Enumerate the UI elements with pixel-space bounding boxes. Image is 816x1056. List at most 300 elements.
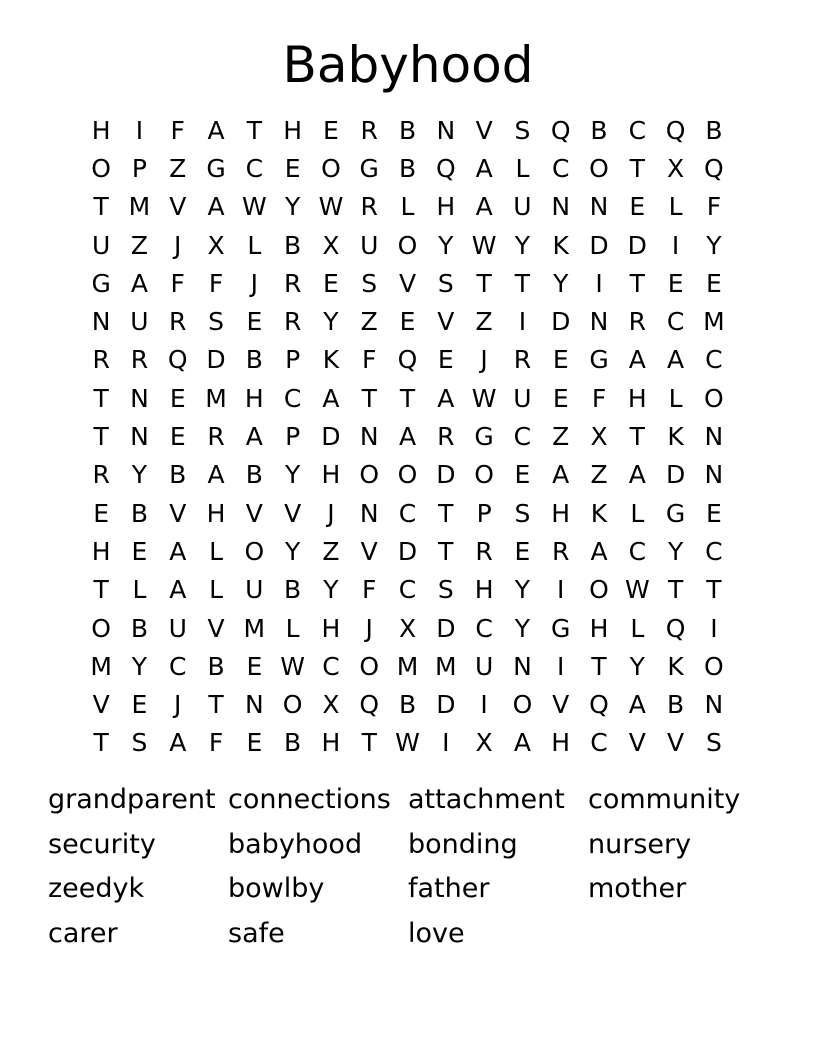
grid-letter: S: [208, 307, 224, 337]
word-list-item: grandparent: [48, 784, 216, 815]
grid-letter: T: [438, 536, 454, 566]
grid-letter: E: [246, 728, 263, 758]
grid-letter: X: [322, 230, 340, 260]
grid-letter: C: [666, 307, 685, 337]
grid-letter: O: [91, 153, 111, 183]
grid-letter: V: [628, 728, 646, 758]
grid-letter: L: [400, 192, 415, 222]
grid-letter: F: [362, 575, 377, 605]
grid-letter: E: [437, 345, 454, 375]
grid-letter: I: [595, 268, 603, 298]
page-title: Babyhood: [282, 36, 534, 94]
grid-letter: F: [362, 345, 377, 375]
grid-letter: Y: [629, 651, 645, 681]
grid-letter: Y: [514, 575, 531, 605]
grid-letter: H: [91, 536, 111, 566]
grid-letter: V: [552, 690, 570, 720]
grid-letter: G: [551, 613, 571, 643]
grid-letter: D: [321, 422, 341, 452]
grid-letter: T: [629, 268, 645, 298]
grid-letter: N: [436, 115, 456, 145]
grid-letter: T: [399, 383, 416, 413]
grid-letter: H: [244, 383, 264, 413]
grid-letter: S: [514, 115, 531, 145]
grid-letter: E: [706, 498, 722, 528]
grid-letter: L: [668, 192, 683, 222]
grid-letter: G: [665, 498, 686, 528]
grid-letter: H: [436, 192, 456, 222]
grid-letter: Q: [435, 153, 456, 183]
grid-letter: L: [247, 230, 262, 260]
word-list-item: zeedyk: [48, 873, 145, 904]
grid-letter: Z: [130, 230, 149, 260]
grid-letter: O: [321, 153, 341, 183]
grid-letter: R: [207, 422, 225, 452]
grid-letter: E: [323, 115, 339, 145]
grid-letter: H: [474, 575, 494, 605]
grid-letter: L: [285, 613, 300, 643]
grid-letter: B: [705, 115, 723, 145]
grid-letter: T: [208, 690, 224, 720]
grid-letter: J: [327, 498, 335, 528]
grid-letter: Y: [131, 460, 148, 490]
grid-letter: V: [360, 536, 378, 566]
grid-letter: O: [397, 460, 418, 490]
grid-letter: M: [128, 192, 151, 222]
grid-letter: G: [589, 345, 609, 375]
grid-letter: R: [283, 307, 302, 337]
grid-letter: Y: [284, 536, 301, 566]
grid-letter: O: [359, 460, 380, 490]
grid-letter: N: [589, 192, 609, 222]
grid-letter: R: [552, 536, 570, 566]
grid-letter: T: [629, 422, 645, 452]
grid-letter: V: [245, 498, 263, 528]
word-list-item: attachment: [408, 784, 565, 815]
grid-letter: Y: [514, 613, 531, 643]
grid-letter: C: [628, 115, 647, 145]
grid-letter: C: [705, 536, 723, 566]
grid-letter: T: [629, 153, 645, 183]
grid-letter: T: [706, 575, 722, 605]
grid-letter: A: [667, 345, 685, 375]
grid-letter: E: [323, 268, 339, 298]
grid-letter: X: [322, 690, 340, 720]
word-list-item: father: [408, 873, 490, 904]
grid-letter: N: [551, 192, 571, 222]
grid-letter: O: [244, 536, 265, 566]
grid-letter: L: [209, 575, 223, 605]
grid-letter: E: [131, 690, 148, 720]
grid-letter: A: [207, 115, 225, 145]
grid-letter: O: [359, 651, 380, 681]
grid-letter: L: [132, 575, 147, 605]
grid-letter: L: [209, 536, 223, 566]
word-search-grid: [82, 111, 733, 762]
grid-letter: T: [514, 268, 531, 298]
grid-letter: E: [514, 460, 531, 490]
grid-letter: I: [135, 115, 144, 145]
grid-letter: T: [361, 728, 377, 758]
grid-letter: H: [551, 498, 571, 528]
grid-letter: H: [321, 728, 341, 758]
grid-letter: Q: [589, 690, 609, 720]
grid-letter: T: [93, 422, 109, 452]
grid-letter: V: [169, 498, 187, 528]
grid-letter: N: [130, 422, 149, 452]
grid-letter: Y: [131, 651, 148, 681]
grid-letter: I: [518, 307, 527, 337]
grid-letter: E: [169, 383, 186, 413]
grid-letter: O: [91, 613, 111, 643]
grid-letter: E: [706, 268, 722, 298]
grid-letter: Q: [704, 153, 724, 183]
grid-letter: A: [628, 690, 646, 720]
grid-letter: M: [90, 651, 112, 681]
grid-letter: E: [514, 536, 531, 566]
grid-letter: V: [169, 192, 187, 222]
grid-letter: U: [474, 651, 494, 681]
grid-letter: I: [671, 230, 680, 260]
grid-letter: M: [205, 383, 227, 413]
word-list-item: bowlby: [228, 873, 325, 904]
grid-letter: B: [398, 690, 417, 720]
grid-letter: T: [476, 268, 492, 298]
grid-letter: O: [282, 690, 303, 720]
grid-letter: X: [590, 422, 608, 452]
grid-letter: N: [704, 422, 724, 452]
grid-letter: Y: [323, 575, 339, 605]
word-list-item: love: [408, 917, 465, 949]
grid-letter: N: [589, 307, 609, 337]
grid-letter: A: [169, 575, 187, 605]
word-list-item: babyhood: [228, 828, 363, 860]
grid-letter: D: [627, 230, 647, 260]
grid-letter: A: [628, 460, 646, 490]
grid-letter: C: [169, 651, 187, 681]
grid-letter: Q: [665, 115, 686, 145]
grid-letter: R: [437, 422, 455, 452]
grid-letter: G: [91, 268, 111, 298]
grid-letter: R: [283, 268, 302, 298]
grid-letter: N: [130, 383, 149, 413]
grid-letter: P: [285, 422, 301, 452]
grid-letter: B: [245, 345, 263, 375]
grid-letter: B: [284, 728, 302, 758]
grid-letter: G: [206, 153, 226, 183]
grid-letter: S: [131, 728, 148, 758]
grid-letter: X: [475, 728, 493, 758]
grid-letter: F: [170, 268, 185, 298]
grid-letter: B: [667, 690, 685, 720]
grid-letter: O: [589, 153, 609, 183]
grid-letter: A: [552, 460, 570, 490]
grid-letter: R: [360, 115, 378, 145]
grid-letter: Y: [284, 192, 301, 222]
grid-letter: O: [589, 575, 609, 605]
grid-letter: B: [169, 460, 187, 490]
word-list-item: nursery: [588, 828, 692, 860]
grid-letter: Q: [665, 613, 686, 643]
grid-letter: A: [475, 153, 493, 183]
grid-letter: S: [705, 728, 722, 758]
grid-letter: L: [515, 153, 530, 183]
word-list-item: mother: [588, 873, 687, 904]
grid-letter: V: [284, 498, 302, 528]
grid-letter: E: [552, 383, 569, 413]
grid-letter: P: [476, 498, 492, 528]
grid-letter: V: [207, 613, 225, 643]
grid-letter: Y: [553, 268, 569, 298]
grid-letter: X: [207, 230, 225, 260]
grid-letter: B: [284, 230, 302, 260]
grid-letter: Y: [667, 536, 684, 566]
word-list-item: connections: [228, 784, 391, 815]
grid-letter: Y: [514, 230, 531, 260]
grid-letter: H: [551, 728, 571, 758]
grid-letter: A: [398, 422, 417, 452]
grid-letter: V: [667, 728, 685, 758]
grid-letter: F: [706, 192, 722, 222]
grid-letter: N: [244, 690, 264, 720]
grid-letter: V: [92, 690, 110, 720]
grid-letter: O: [474, 460, 494, 490]
word-list-item: safe: [228, 917, 285, 949]
grid-letter: U: [360, 230, 379, 260]
word-list-item: bonding: [408, 828, 518, 860]
grid-letter: C: [705, 345, 723, 375]
grid-letter: C: [322, 651, 340, 681]
grid-letter: P: [285, 345, 301, 375]
word-list: [48, 778, 768, 956]
grid-letter: H: [283, 115, 303, 145]
grid-letter: C: [245, 153, 264, 183]
grid-letter: E: [667, 268, 684, 298]
grid-letter: S: [361, 268, 378, 298]
grid-letter: S: [437, 575, 454, 605]
grid-letter: Z: [590, 460, 608, 490]
grid-letter: E: [131, 536, 148, 566]
grid-letter: A: [169, 536, 187, 566]
grid-letter: J: [174, 230, 182, 260]
grid-letter: U: [168, 613, 187, 643]
grid-letter: B: [245, 460, 263, 490]
grid-letter: O: [704, 651, 724, 681]
grid-letter: C: [551, 153, 570, 183]
grid-letter: J: [174, 690, 182, 720]
grid-letter: W: [241, 192, 267, 222]
grid-letter: C: [398, 498, 417, 528]
grid-letter: B: [398, 115, 417, 145]
grid-letter: Z: [552, 422, 570, 452]
grid-letter: A: [475, 192, 493, 222]
grid-letter: I: [557, 575, 565, 605]
grid-letter: F: [208, 268, 224, 298]
word-list-item: security: [48, 828, 156, 860]
grid-letter: M: [435, 651, 457, 681]
grid-letter: Z: [475, 307, 493, 337]
grid-letter: T: [93, 383, 109, 413]
grid-letter: T: [93, 728, 109, 758]
grid-letter: H: [206, 498, 226, 528]
grid-letter: J: [250, 268, 259, 298]
grid-letter: E: [284, 153, 301, 183]
grid-letter: T: [438, 498, 454, 528]
grid-letter: Y: [438, 230, 454, 260]
grid-letter: D: [589, 230, 609, 260]
grid-letter: Y: [323, 307, 339, 337]
grid-letter: Q: [550, 115, 571, 145]
grid-letter: N: [359, 422, 379, 452]
grid-letter: T: [667, 575, 684, 605]
grid-letter: M: [243, 613, 266, 643]
grid-letter: R: [130, 345, 149, 375]
grid-letter: J: [480, 345, 488, 375]
grid-letter: Q: [167, 345, 188, 375]
grid-letter: N: [359, 498, 379, 528]
grid-letter: W: [624, 575, 650, 605]
grid-letter: M: [703, 307, 725, 337]
grid-letter: H: [589, 613, 609, 643]
grid-letter: R: [169, 307, 187, 337]
word-list-item: carer: [48, 917, 118, 949]
grid-letter: I: [710, 613, 718, 643]
grid-letter: C: [628, 536, 647, 566]
grid-letter: K: [667, 651, 684, 681]
grid-letter: E: [246, 651, 263, 681]
grid-letter: W: [280, 651, 305, 681]
grid-letter: E: [629, 192, 646, 222]
grid-letter: U: [513, 383, 532, 413]
grid-letter: W: [471, 383, 497, 413]
grid-letter: K: [552, 230, 569, 260]
grid-letter: I: [480, 690, 488, 720]
grid-letter: K: [322, 345, 340, 375]
grid-letter: D: [436, 460, 456, 490]
grid-letter: D: [206, 345, 226, 375]
grid-letter: N: [513, 651, 532, 681]
grid-letter: B: [284, 575, 302, 605]
grid-letter: N: [704, 690, 724, 720]
grid-letter: C: [398, 575, 417, 605]
grid-letter: U: [245, 575, 264, 605]
grid-letter: L: [630, 498, 645, 528]
word-list-item: community: [588, 784, 741, 815]
grid-letter: R: [92, 460, 110, 490]
grid-letter: C: [475, 613, 493, 643]
grid-letter: B: [398, 153, 417, 183]
grid-letter: D: [551, 307, 571, 337]
grid-letter: U: [130, 307, 149, 337]
grid-letter: Y: [284, 460, 301, 490]
grid-letter: J: [365, 613, 373, 643]
grid-letter: I: [442, 728, 450, 758]
grid-letter: H: [321, 613, 341, 643]
grid-letter: B: [590, 115, 608, 145]
grid-letter: Z: [322, 536, 340, 566]
grid-letter: O: [397, 230, 418, 260]
grid-letter: S: [437, 268, 454, 298]
grid-letter: A: [130, 268, 148, 298]
grid-letter: A: [322, 383, 340, 413]
grid-letter: X: [667, 153, 685, 183]
grid-letter: F: [170, 115, 185, 145]
grid-letter: E: [552, 345, 569, 375]
grid-letter: C: [283, 383, 302, 413]
grid-letter: X: [398, 613, 417, 643]
grid-letter: W: [471, 230, 497, 260]
grid-letter: G: [474, 422, 494, 452]
grid-letter: E: [399, 307, 416, 337]
grid-letter: H: [321, 460, 341, 490]
grid-letter: H: [91, 115, 111, 145]
grid-letter: V: [475, 115, 493, 145]
grid-letter: C: [590, 728, 608, 758]
grid-letter: Q: [397, 345, 418, 375]
grid-letter: O: [512, 690, 533, 720]
grid-letter: E: [246, 307, 263, 337]
grid-letter: L: [668, 383, 683, 413]
grid-letter: K: [590, 498, 608, 528]
grid-letter: A: [207, 460, 225, 490]
grid-letter: V: [398, 268, 417, 298]
grid-letter: D: [436, 690, 456, 720]
grid-letter: A: [628, 345, 646, 375]
grid-letter: D: [436, 613, 456, 643]
grid-letter: V: [437, 307, 455, 337]
grid-letter: W: [318, 192, 344, 222]
grid-letter: K: [667, 422, 684, 452]
grid-letter: Q: [359, 690, 380, 720]
grid-letter: S: [514, 498, 531, 528]
grid-letter: L: [630, 613, 645, 643]
grid-letter: D: [397, 536, 418, 566]
grid-letter: T: [591, 651, 607, 681]
grid-letter: Y: [706, 230, 722, 260]
grid-letter: O: [704, 383, 724, 413]
grid-letter: T: [246, 115, 262, 145]
grid-letter: R: [92, 345, 110, 375]
grid-letter: E: [93, 498, 110, 528]
grid-letter: T: [93, 575, 109, 605]
grid-letter: C: [513, 422, 532, 452]
grid-letter: N: [704, 460, 724, 490]
grid-letter: G: [359, 153, 379, 183]
grid-letter: N: [91, 307, 111, 337]
grid-letter: D: [665, 460, 686, 490]
grid-letter: M: [396, 651, 419, 681]
grid-letter: H: [627, 383, 647, 413]
grid-letter: B: [130, 613, 149, 643]
grid-letter: I: [557, 651, 565, 681]
grid-letter: A: [245, 422, 263, 452]
grid-letter: T: [361, 383, 377, 413]
grid-letter: R: [475, 536, 493, 566]
grid-letter: A: [590, 536, 608, 566]
grid-letter: R: [360, 192, 378, 222]
grid-letter: A: [437, 383, 455, 413]
grid-letter: B: [207, 651, 225, 681]
grid-letter: R: [513, 345, 532, 375]
grid-letter: Z: [169, 153, 187, 183]
grid-letter: U: [91, 230, 111, 260]
grid-letter: A: [513, 728, 531, 758]
grid-letter: W: [395, 728, 420, 758]
grid-letter: R: [628, 307, 646, 337]
grid-letter: F: [208, 728, 224, 758]
grid-letter: A: [207, 192, 225, 222]
grid-letter: B: [130, 498, 149, 528]
